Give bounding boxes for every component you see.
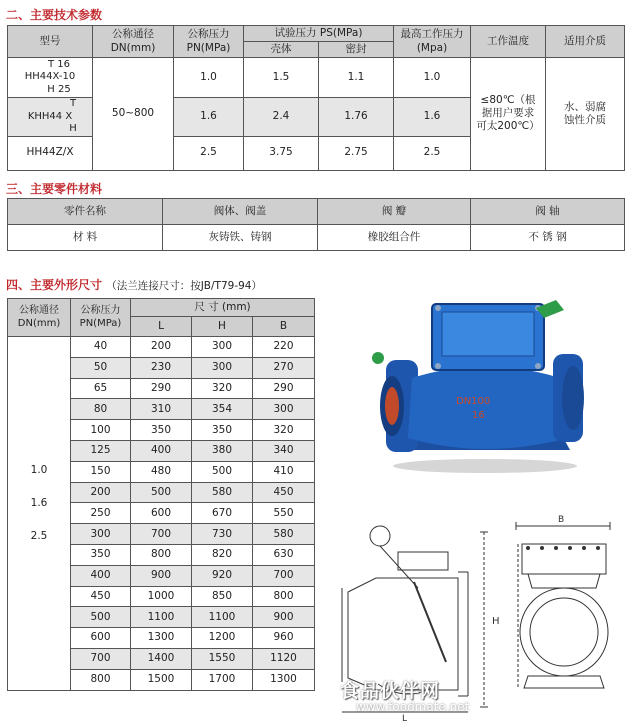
dim-label-b: B [558, 515, 565, 525]
b-cell: 300 [253, 399, 315, 420]
l-cell: 290 [131, 378, 192, 399]
dim-label-l: L [402, 714, 408, 722]
pn-cell: 1.0 [174, 58, 244, 98]
temp-cell: ≤80℃（根 据用户要求 可太200℃） [471, 58, 546, 171]
hdr-shell: 壳体 [244, 42, 319, 58]
l-cell: 600 [131, 503, 192, 524]
b-cell: 630 [253, 544, 315, 565]
l-cell: 230 [131, 357, 192, 378]
h-cell: 300 [192, 337, 253, 358]
shell-cell: 2.4 [244, 98, 319, 137]
hdr-pn: 公称压力 PN(MPa) [71, 299, 131, 337]
l-cell: 310 [131, 399, 192, 420]
hdr-shaft: 阀 轴 [471, 199, 625, 225]
hdr-disc: 阀 瓣 [318, 199, 471, 225]
flange-note: （法兰连接尺寸：按JB/T79-94） [106, 280, 262, 292]
dn-cell: 40 [71, 337, 131, 358]
section-3-title: 三、主要零件材料 [6, 182, 103, 196]
valve-marking-pn: 16 [472, 410, 485, 421]
dn-cell: 65 [71, 378, 131, 399]
hdr-H: H [192, 317, 253, 337]
l-cell: 1100 [131, 607, 192, 628]
dn-cell: 125 [71, 440, 131, 461]
dn-cell: 800 [71, 669, 131, 690]
seal-cell: 2.75 [319, 136, 394, 170]
b-cell: 900 [253, 607, 315, 628]
dn-cell: 50 [71, 357, 131, 378]
h-cell: 580 [192, 482, 253, 503]
b-cell: 340 [253, 440, 315, 461]
dim-label-h: H [492, 616, 500, 627]
l-cell: 1000 [131, 586, 192, 607]
dn-cell: 450 [71, 586, 131, 607]
b-cell: 580 [253, 524, 315, 545]
l-cell: 800 [131, 544, 192, 565]
dn-cell: 80 [71, 399, 131, 420]
b-cell: 320 [253, 420, 315, 441]
shaft-material: 不 锈 钢 [471, 225, 625, 251]
seal-cell: 1.76 [319, 98, 394, 137]
l-cell: 350 [131, 420, 192, 441]
table-row [8, 225, 625, 251]
shell-cell: 1.5 [244, 58, 319, 98]
h-cell: 350 [192, 420, 253, 441]
b-cell: 270 [253, 357, 315, 378]
h-cell: 730 [192, 524, 253, 545]
h-cell: 500 [192, 461, 253, 482]
hdr-B: B [253, 317, 315, 337]
model-cell: HH44Z/X [8, 136, 93, 170]
b-cell: 550 [253, 503, 315, 524]
materials-table [7, 198, 625, 251]
b-cell: 960 [253, 628, 315, 649]
dn-cell: 100 [71, 420, 131, 441]
disc-material: 橡胶组合件 [318, 225, 471, 251]
hdr-body: 阀体、阀盖 [163, 199, 318, 225]
h-cell: 1700 [192, 669, 253, 690]
section-2-title: 二、主要技术参数 [6, 8, 103, 22]
model-cell: T 16 HH44X-10 H 25 [8, 58, 93, 98]
l-cell: 1300 [131, 628, 192, 649]
h-cell: 670 [192, 503, 253, 524]
shell-cell: 3.75 [244, 136, 319, 170]
hdr-seal: 密封 [319, 42, 394, 58]
l-cell: 480 [131, 461, 192, 482]
valve-marking: DN100 [456, 396, 491, 407]
valve-photo [360, 300, 610, 478]
pn-cell: 1.6 [174, 98, 244, 137]
tech-params-table [7, 25, 625, 171]
hdr-size: 尺 寸 (mm) [131, 299, 315, 317]
h-cell: 850 [192, 586, 253, 607]
h-cell: 820 [192, 544, 253, 565]
dn-cell: 700 [71, 648, 131, 669]
dn-cell: 500 [71, 607, 131, 628]
medium-cell: 水、弱腐 蚀性介质 [546, 58, 625, 171]
hdr-dn: 公称通径 DN(mm) [93, 26, 174, 58]
dimensions-table [7, 298, 315, 691]
dn-cell: 300 [71, 524, 131, 545]
b-cell: 1120 [253, 648, 315, 669]
l-cell: 1400 [131, 648, 192, 669]
pn-values-cell: 1.0 1.6 2.5 [8, 337, 71, 691]
hdr-temp: 工作温度 [471, 26, 546, 58]
h-cell: 1550 [192, 648, 253, 669]
pn-cell: 2.5 [174, 136, 244, 170]
watermark: 食品伙伴网 [340, 680, 441, 702]
dn-cell: 350 [71, 544, 131, 565]
b-cell: 290 [253, 378, 315, 399]
h-cell: 1200 [192, 628, 253, 649]
section-4-title: 四、主要外形尺寸 （法兰连接尺寸：按JB/T79-94） [6, 278, 262, 292]
h-cell: 320 [192, 378, 253, 399]
max-pressure-cell: 1.6 [394, 98, 471, 137]
l-cell: 200 [131, 337, 192, 358]
h-cell: 300 [192, 357, 253, 378]
h-cell: 920 [192, 565, 253, 586]
h-cell: 354 [192, 399, 253, 420]
hdr-part-name: 零件名称 [8, 199, 163, 225]
hdr-model: 型号 [8, 26, 93, 58]
hdr-max-pressure: 最高工作压力 (Mpa) [394, 26, 471, 58]
watermark-url: www.foodmate.net [356, 700, 470, 714]
dn-cell: 200 [71, 482, 131, 503]
material-label: 材 料 [8, 225, 163, 251]
b-cell: 220 [253, 337, 315, 358]
body-material: 灰铸铁、铸钢 [163, 225, 318, 251]
h-cell: 380 [192, 440, 253, 461]
dn-range-cell: 50~800 [93, 58, 174, 171]
hdr-dn: 公称通径 DN(mm) [8, 299, 71, 337]
dn-cell: 250 [71, 503, 131, 524]
l-cell: 900 [131, 565, 192, 586]
dn-cell: 400 [71, 565, 131, 586]
b-cell: 450 [253, 482, 315, 503]
table-row [8, 337, 315, 358]
b-cell: 700 [253, 565, 315, 586]
dn-cell: 600 [71, 628, 131, 649]
hdr-L: L [131, 317, 192, 337]
dn-cell: 150 [71, 461, 131, 482]
b-cell: 800 [253, 586, 315, 607]
model-cell: T KHH44 X H [8, 98, 93, 137]
max-pressure-cell: 1.0 [394, 58, 471, 98]
l-cell: 400 [131, 440, 192, 461]
hdr-medium: 适用介质 [546, 26, 625, 58]
hdr-pn: 公称压力 PN(MPa) [174, 26, 244, 58]
l-cell: 1500 [131, 669, 192, 690]
b-cell: 410 [253, 461, 315, 482]
max-pressure-cell: 2.5 [394, 136, 471, 170]
table-row [8, 58, 625, 98]
h-cell: 1100 [192, 607, 253, 628]
l-cell: 700 [131, 524, 192, 545]
seal-cell: 1.1 [319, 58, 394, 98]
hdr-test-pressure: 试验压力 PS(MPa) [244, 26, 394, 42]
b-cell: 1300 [253, 669, 315, 690]
l-cell: 500 [131, 482, 192, 503]
